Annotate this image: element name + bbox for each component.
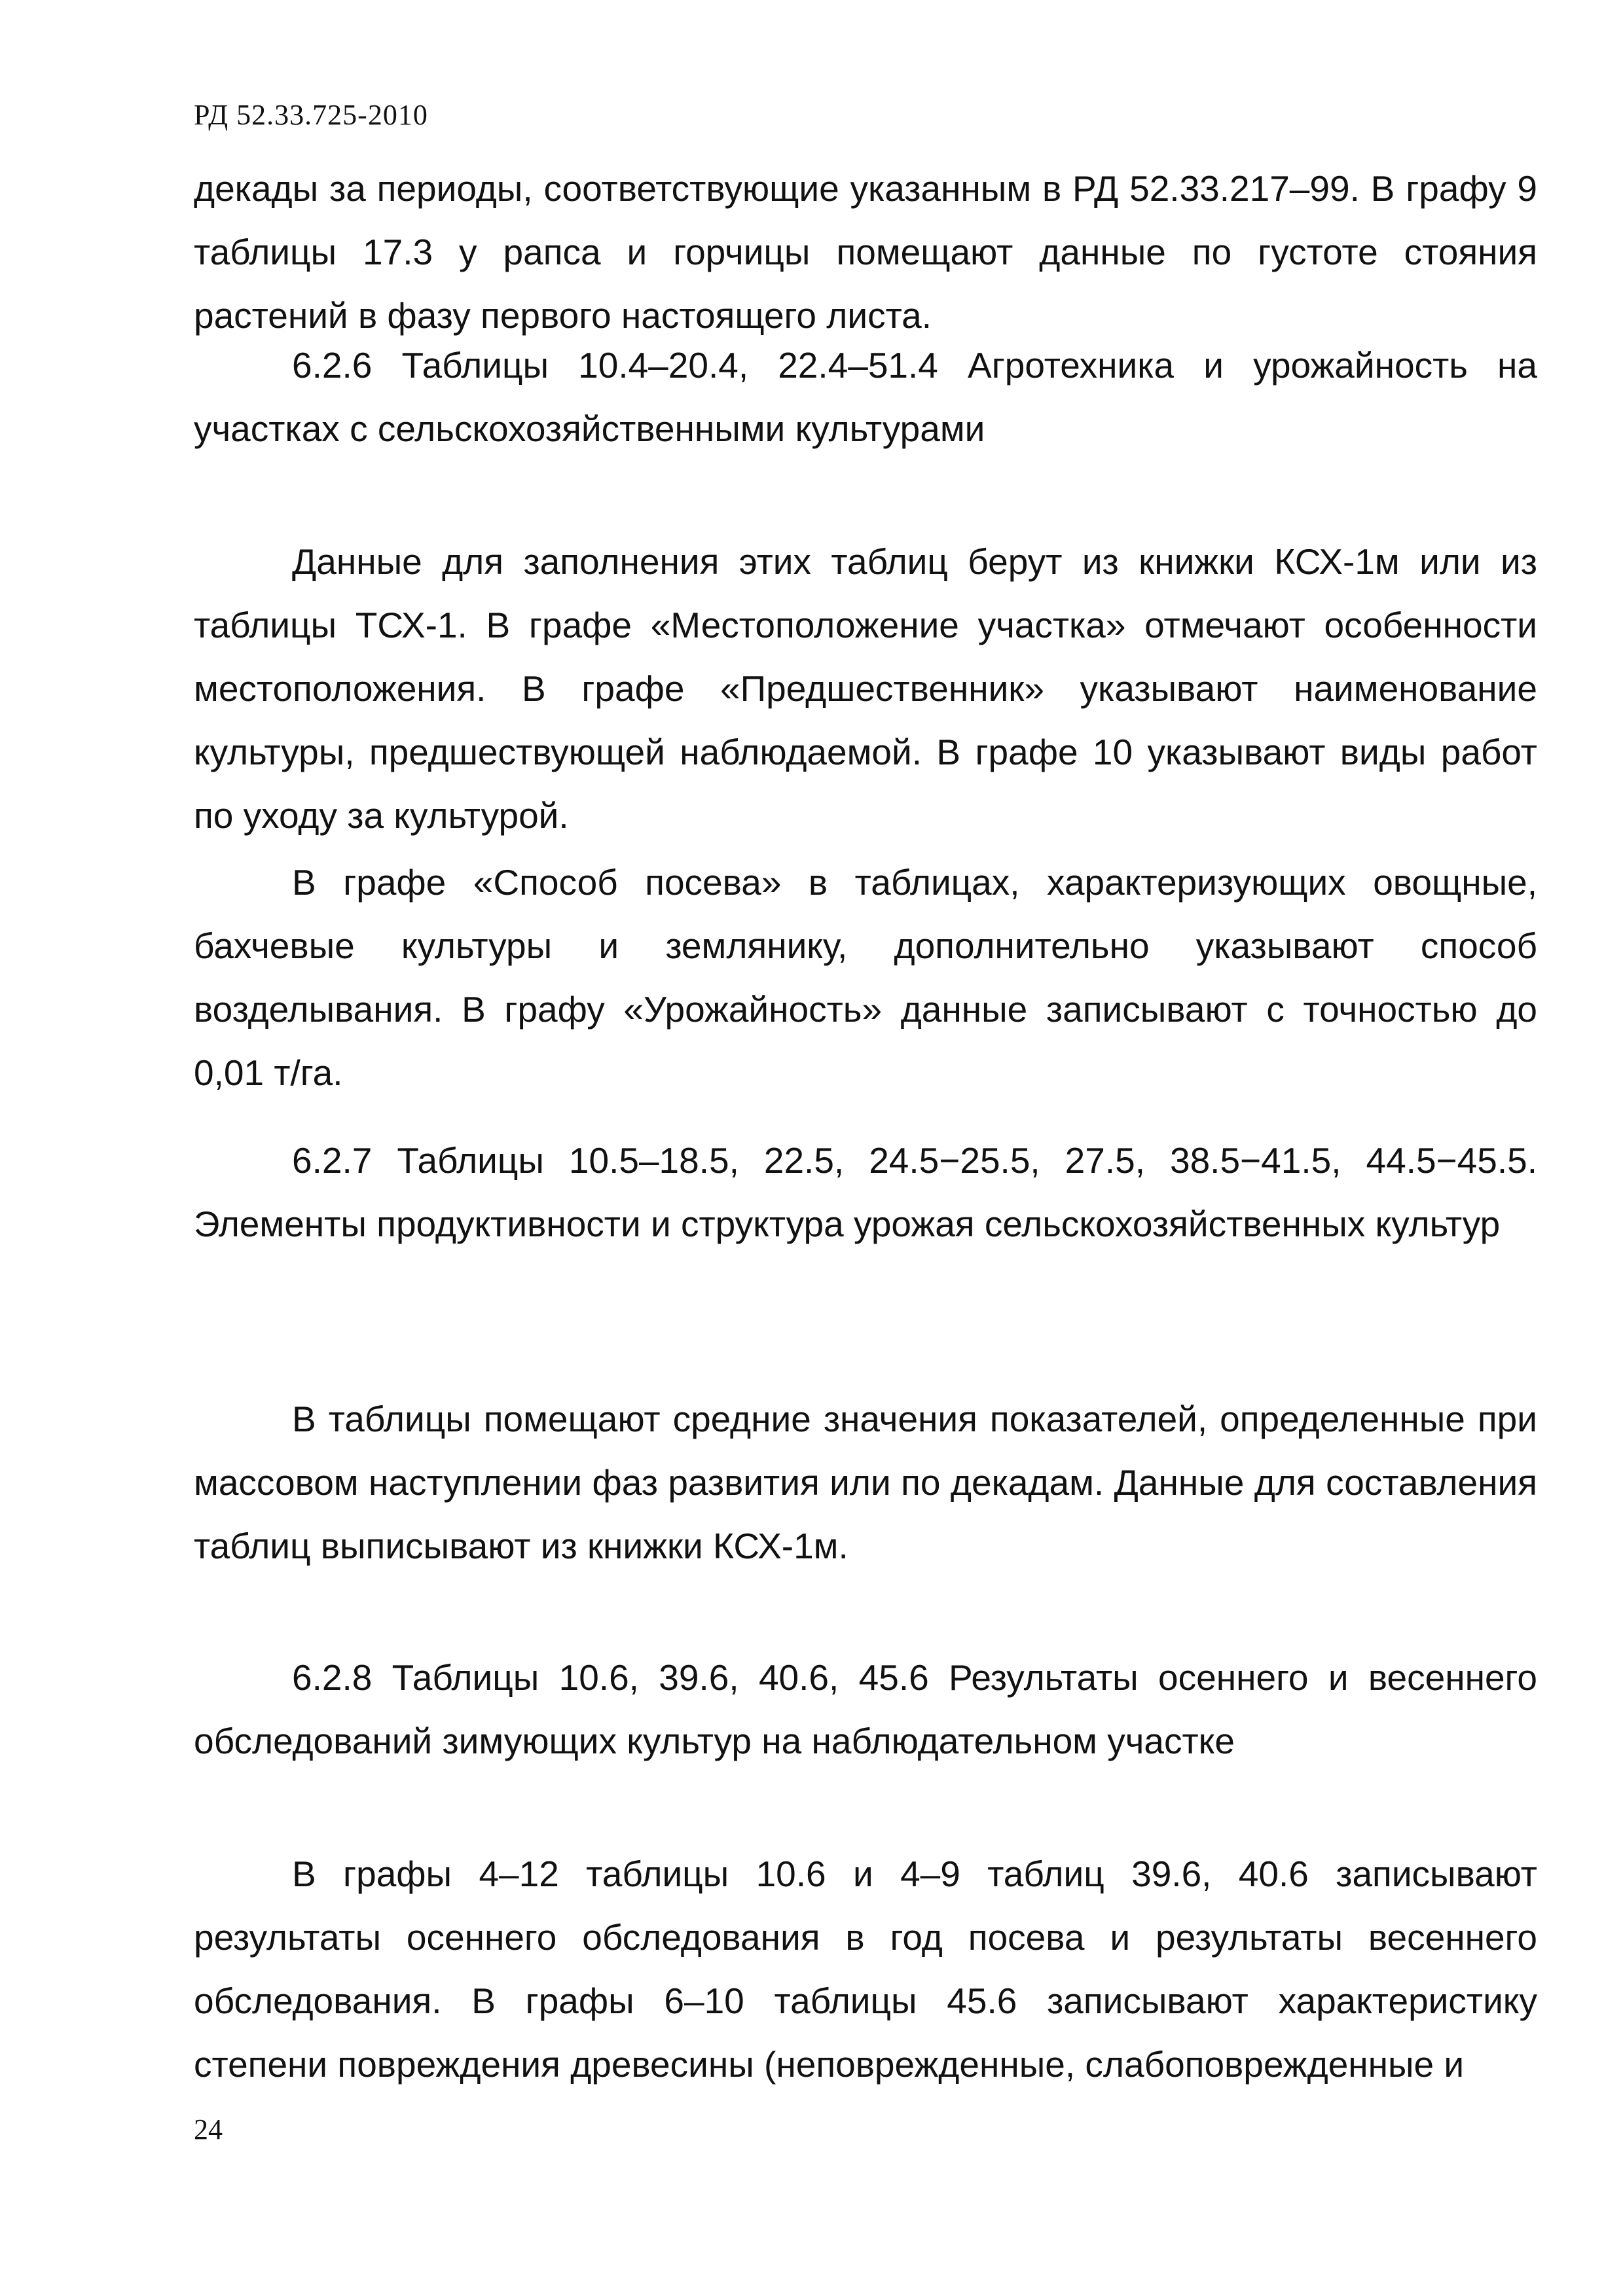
paragraph-continuation: декады за периоды, соответствующие указанным в РД 52.33.217–99. В графу 9 таблицы 17.3 у рапса и горчицы помещают данные по густоте стояния растений в фазу первого настоящего листа. — [194, 168, 1537, 336]
section-heading-6-2-8: 6.2.8 Таблицы 10.6, 39.6, 40.6, 45.6 Результаты осеннего и весеннего обследований зимующих культур на наблюдательном участке — [194, 1657, 1537, 1761]
paragraph-average-values: В таблицы помещают средние значения показателей, определенные при массовом наступлении фаз развития или по декадам. Данные для составления таблиц выписывают из книжки КСХ-1м. — [194, 1399, 1537, 1566]
document-code: РД 52.33.725-2010 — [194, 99, 428, 131]
section-heading-6-2-7: 6.2.7 Таблицы 10.5–18.5, 22.5, 24.5−25.5, 27.5, 38.5−41.5, 44.5−45.5. Элементы продуктивности и структура урожая сельскохозяйственных культур — [194, 1140, 1537, 1244]
paragraph-sowing-method: В графе «Способ посева» в таблицах, характеризующих овощные, бахчевые культуры и землянику, дополнительно указывают способ возделывания. В графу «Урожайность» данные записывают с точностью до 0,01 т/га. — [194, 862, 1537, 1093]
paragraph-survey-results: В графы 4–12 таблицы 10.6 и 4–9 таблиц 39.6, 40.6 записывают результаты осеннего обследования в год посева и результаты весеннего обследования. В графы 6–10 таблицы 45.6 записывают характеристику степени повреждения древесины (неповрежденные, слабоповрежденные и — [194, 1854, 1537, 2085]
section-heading-6-2-6: 6.2.6 Таблицы 10.4–20.4, 22.4–51.4 Агротехника и урожайность на участках с сельскохозяйственными культурами — [194, 345, 1537, 449]
page-number: 24 — [194, 2113, 223, 2145]
paragraph-data-sources: Данные для заполнения этих таблиц берут из книжки КСХ-1м или из таблицы ТСХ-1. В графе «Местоположение участка» отмечают особенности местоположения. В графе «Предшественник» указывают наименование культуры, предшествующей наблюдаемой. В графе 10 указывают виды работ по уходу за культурой. — [194, 541, 1537, 836]
